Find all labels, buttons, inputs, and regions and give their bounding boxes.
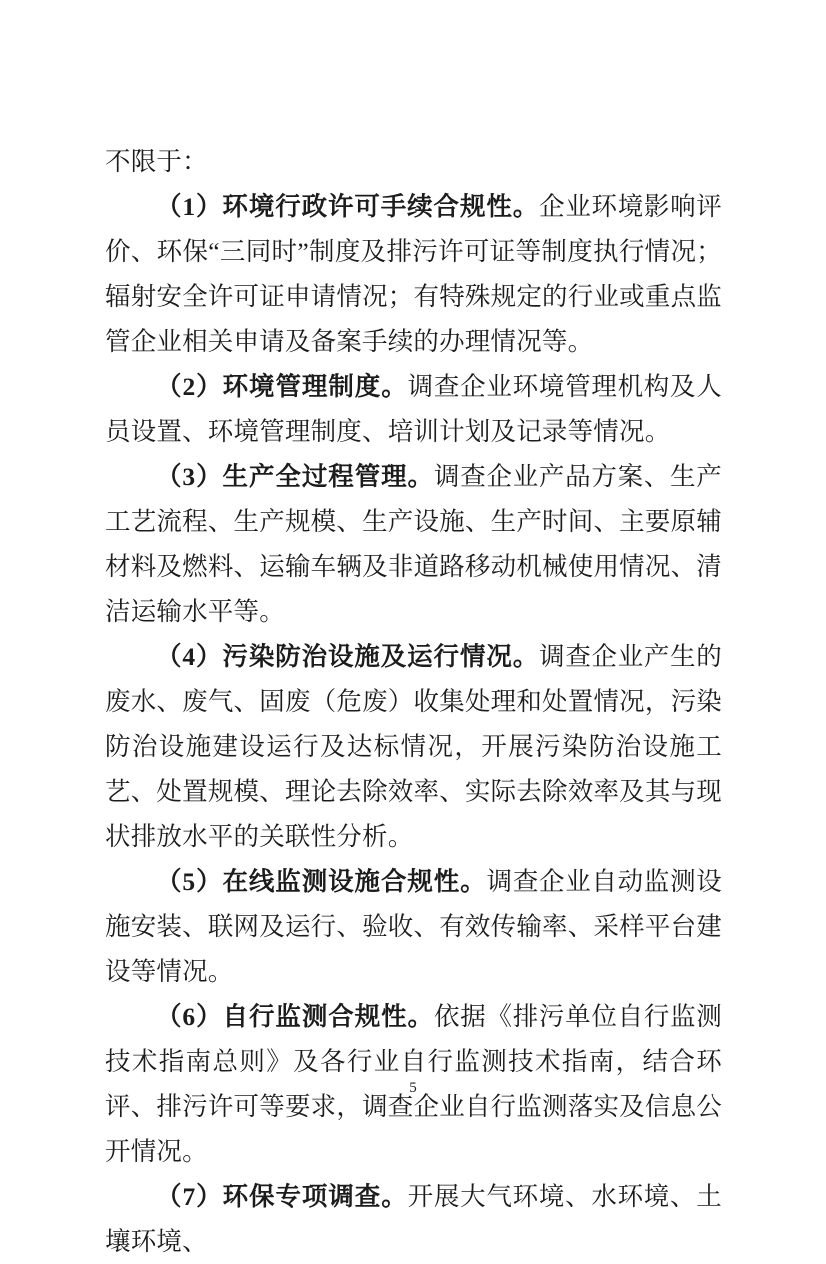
item-7-body: 开展大气环境、水环境、土壤环境、 bbox=[105, 1182, 722, 1256]
paragraph-item-5 bbox=[105, 859, 722, 994]
item-1-body: 企业环境影响评价、环保“三同时”制度及排污许可证等制度执行情况；辐射安全许可证申请情况；有特殊规定的行业或重点监管企业相关申请及备案手续的办理情况等。 bbox=[105, 192, 722, 356]
paragraph-opening bbox=[105, 139, 722, 184]
item-6-heading: （6）自行监测合规性。 bbox=[156, 1002, 434, 1031]
item-6-body: 依据《排污单位自行监测技术指南总则》及各行业自行监测技术指南，结合环评、排污许可等要求，调查企业自行监测落实及信息公开情况。 bbox=[105, 1002, 723, 1166]
item-1-heading: （1）环境行政许可手续合规性。 bbox=[156, 192, 540, 221]
paragraph-item-3 bbox=[105, 454, 722, 634]
paragraph-item-4 bbox=[105, 634, 722, 859]
item-2-heading: （2）环境管理制度。 bbox=[156, 372, 408, 401]
item-3-body: 调查企业产品方案、生产工艺流程、生产规模、生产设施、生产时间、主要原辅材料及燃料、运输车辆及非道路移动机械使用情况、清洁运输水平等。 bbox=[105, 462, 723, 626]
page-number: 5 bbox=[409, 1080, 417, 1096]
paragraph-item-7 bbox=[105, 1174, 722, 1264]
item-7-heading: （7）环保专项调查。 bbox=[156, 1182, 408, 1211]
item-5-heading: （5）在线监测设施合规性。 bbox=[156, 867, 487, 896]
item-4-heading: （4）污染防治设施及运行情况。 bbox=[156, 642, 540, 671]
paragraph-item-1 bbox=[105, 184, 722, 364]
item-2-body: 调查企业环境管理机构及人员设置、环境管理制度、培训计划及记录等情况。 bbox=[105, 372, 722, 446]
opening-text: 不限于： bbox=[105, 147, 208, 176]
item-3-heading: （3）生产全过程管理。 bbox=[156, 462, 434, 491]
paragraph-item-2 bbox=[105, 364, 722, 454]
item-4-body: 调查企业产生的废水、废气、固废（危废）收集处理和处置情况，污染防治设施建设运行及达标情况，开展污染防治设施工艺、处置规模、理论去除效率、实际去除效率及其与现状排放水平的关联性分析。 bbox=[105, 642, 722, 851]
item-5-body: 调查企业自动监测设施安装、联网及运行、验收、有效传输率、采样平台建设等情况。 bbox=[105, 867, 722, 986]
